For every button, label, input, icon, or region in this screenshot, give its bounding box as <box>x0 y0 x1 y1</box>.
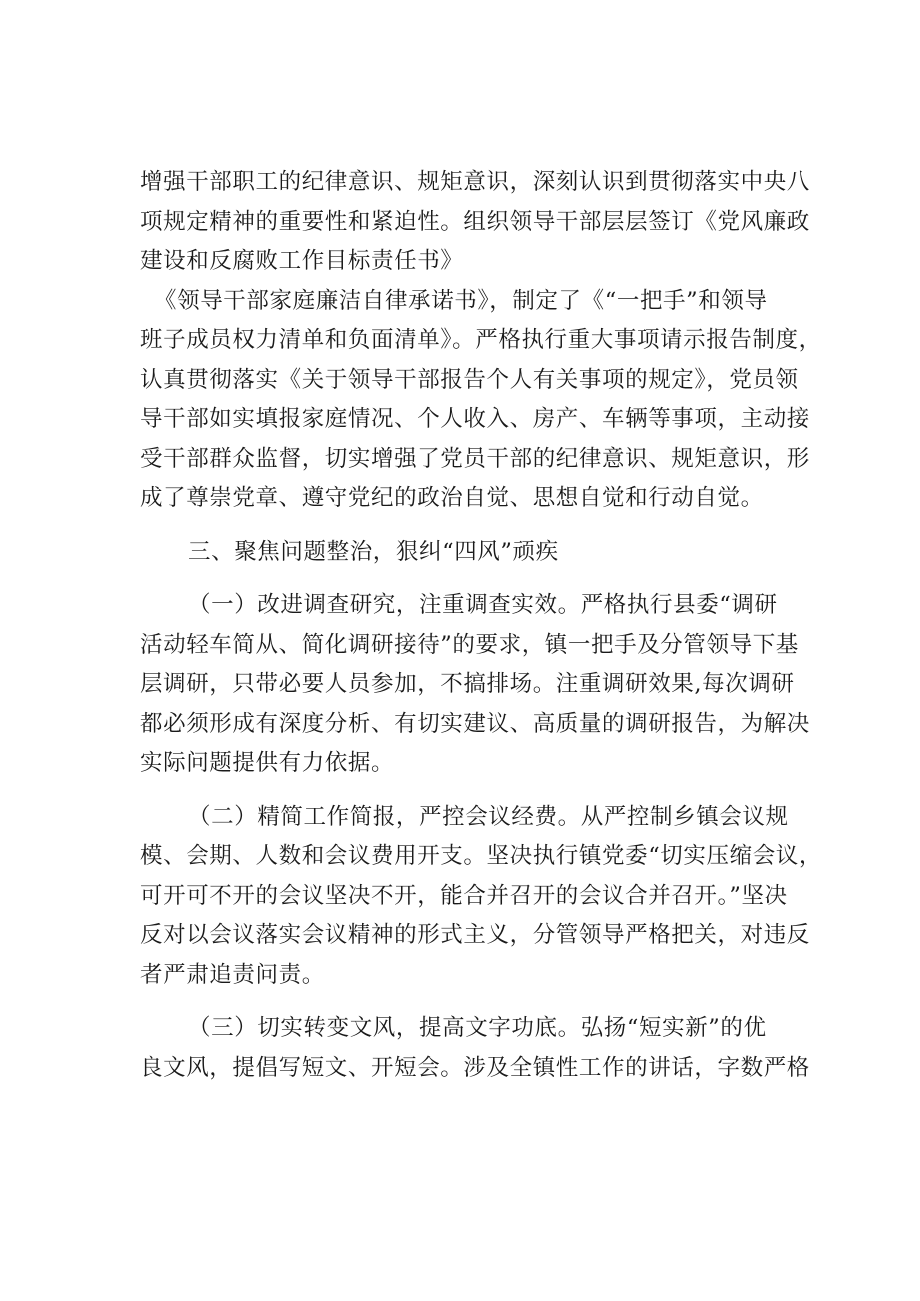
subsection-1 <box>140 586 810 784</box>
text-line: 活动轻车简从、简化调研接待”的要求，镇一把手及分管领导下基 <box>140 631 799 658</box>
text-line: 反对以会议落实会议精神的形式主义，分管领导严格把关，对违反 <box>140 922 810 948</box>
text-line: 受干部群众监督，切实增强了党员干部的纪律意识、规矩意识，形 <box>140 445 810 472</box>
text-line: 成了尊崇党章、遵守党纪的政治自觉、思想自觉和行动自觉。 <box>140 485 764 511</box>
document-body <box>140 163 823 1088</box>
text-line: 建设和反腐败工作目标责任书》 <box>140 248 464 274</box>
text-line: 实际问题提供有力依据。 <box>140 750 395 776</box>
text-line: 《领导干部家庭廉洁自律承诺书》，制定了《“一把手”和领导 <box>154 287 768 314</box>
text-line: 认真贯彻落实《关于领导干部报告个人有关事项的规定》，党员领 <box>140 366 799 393</box>
subsection-3 <box>140 1009 810 1088</box>
paragraph-2 <box>140 282 822 519</box>
section-heading: 三、聚焦问题整治，狠纠“四风”顽疾 <box>188 538 559 565</box>
text-line: 都必须形成有深度分析、有切实建议、高质量的调研报告，为解决 <box>140 710 810 737</box>
paragraph-1 <box>140 163 810 282</box>
text-line: 层调研，只带必要人员参加，不搞排场。注重调研效果,每次调研 <box>140 671 795 697</box>
text-line: （三）切实转变文风，提高文字功底。弘扬“短实新”的优 <box>188 1015 767 1041</box>
text-line: 良文风，提倡写短文、开短会。涉及全镇性工作的讲话，字数严格 <box>140 1054 810 1081</box>
subsection-2 <box>140 798 823 996</box>
text-line: 增强干部职工的纪律意识、规矩意识，深刻认识到贯彻落实中央八 <box>140 169 810 195</box>
text-line: 项规定精神的重要性和紧迫性。组织领导干部层层签订《党风廉政 <box>140 208 810 235</box>
text-line: 模、会期、人数和会议费用开支。坚决执行镇党委“切实压缩会议， <box>140 843 823 869</box>
text-line: （二）精简工作简报，严控会议经费。从严控制乡镇会议规 <box>188 803 789 830</box>
text-line: 班子成员权力清单和负面清单》。严格执行重大事项请示报告制度， <box>140 327 822 353</box>
text-line: 者严肃追责问责。 <box>140 961 325 988</box>
text-line: 导干部如实填报家庭情况、个人收入、房产、车辆等事项，主动接 <box>140 406 810 432</box>
text-line: 可开可不开的会议坚决不开，能合并召开的会议合并召开。”坚决 <box>140 882 788 909</box>
text-line: （一）改进调查研究，注重调查实效。严格执行县委“调研 <box>188 592 778 618</box>
